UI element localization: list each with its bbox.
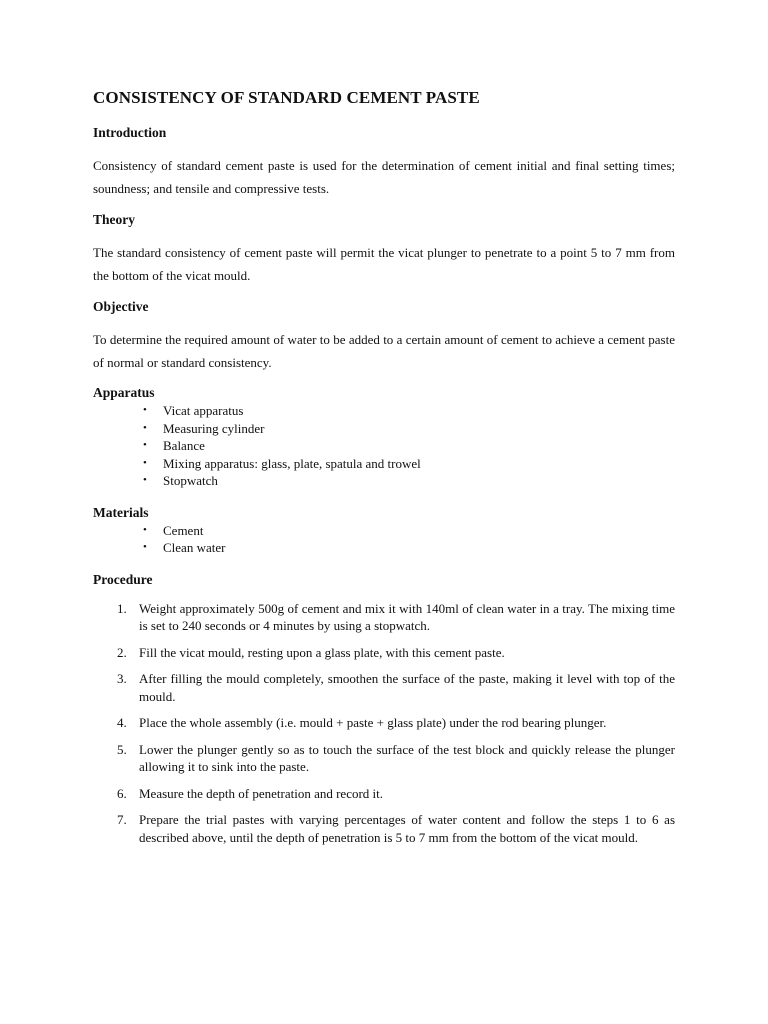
procedure-step [93, 714, 675, 732]
list-item [93, 420, 675, 438]
bullet-icon: • [143, 421, 147, 434]
theory-heading: Theory [93, 212, 135, 227]
apparatus-list [93, 402, 675, 490]
procedure-step [93, 670, 675, 705]
objective-heading: Objective [93, 299, 149, 314]
apparatus-heading: Apparatus [93, 385, 155, 400]
step-text: Lower the plunger gently so as to touch the surface of the test block and quickly release the plunger allowing it to sink into the paste. [139, 741, 675, 774]
procedure-list [93, 600, 675, 847]
list-item-text: Measuring cylinder [163, 420, 265, 436]
list-item-text: Clean water [163, 540, 226, 555]
step-number: 4. [117, 715, 127, 730]
list-item-text: Vicat apparatus [163, 403, 244, 418]
step-text: After filling the mould completely, smoothen the surface of the paste, making it level with top of the mould. [139, 671, 675, 704]
step-text: Weight approximately 500g of cement and mix it with 140ml of clean water in a tray. The mixing time is set to 240 seconds or 4 minutes by using a stopwatch. [139, 600, 675, 633]
step-number: 7. [117, 812, 127, 827]
objective-text: To determine the required amount of water to be added to a certain amount of cement to achieve a cement paste of normal or standard consistency. [93, 332, 675, 370]
bullet-icon: • [143, 474, 147, 486]
page-title: CONSISTENCY OF STANDARD CEMENT PASTE [93, 88, 480, 107]
theory-text: The standard consistency of cement paste will permit the vicat plunger to penetrate to a point 5 to 7 mm from the bottom of the vicat mould. [93, 245, 675, 283]
introduction-heading: Introduction [93, 125, 167, 140]
step-text: Fill the vicat mould, resting upon a glass plate, with this cement paste. [139, 644, 505, 660]
step-text: Measure the depth of penetration and record it. [139, 785, 384, 801]
list-item [93, 402, 675, 420]
list-item [93, 522, 675, 540]
bullet-icon: • [143, 404, 147, 416]
list-item-text: Stopwatch [163, 473, 218, 488]
step-text: Prepare the trial pastes with varying percentages of water content and follow the steps 1 to 6 as described above, until the depth of penetration is 5 to 7 mm from the bottom of the vicat mould. [139, 812, 675, 845]
step-number: 5. [117, 741, 127, 757]
procedure-step [93, 741, 675, 776]
step-text: Place the whole assembly (i.e. mould + paste + glass plate) under the rod bearing plunger. [139, 715, 607, 730]
step-number: 6. [117, 785, 127, 801]
materials-list [93, 522, 675, 557]
list-item [93, 455, 675, 473]
bullet-icon: • [143, 523, 147, 536]
list-item [93, 472, 675, 490]
bullet-icon: • [143, 439, 147, 451]
step-number: 2. [117, 644, 127, 660]
bullet-icon: • [143, 456, 147, 469]
list-item-text: Balance [163, 438, 205, 453]
introduction-text: Consistency of standard cement paste is used for the determination of cement initial and final setting times; soundness; and tensile and compressive tests. [93, 158, 675, 196]
document-body [93, 86, 675, 855]
list-item [93, 539, 675, 557]
bullet-icon: • [143, 541, 147, 553]
procedure-heading: Procedure [93, 571, 153, 587]
procedure-step [93, 644, 675, 662]
step-number: 3. [117, 671, 127, 686]
list-item [93, 437, 675, 455]
materials-heading: Materials [93, 504, 149, 520]
procedure-step [93, 600, 675, 635]
procedure-step [93, 811, 675, 846]
step-number: 1. [117, 600, 127, 616]
list-item-text: Mixing apparatus: glass, plate, spatula and trowel [163, 455, 421, 471]
procedure-step [93, 785, 675, 803]
list-item-text: Cement [163, 522, 204, 538]
